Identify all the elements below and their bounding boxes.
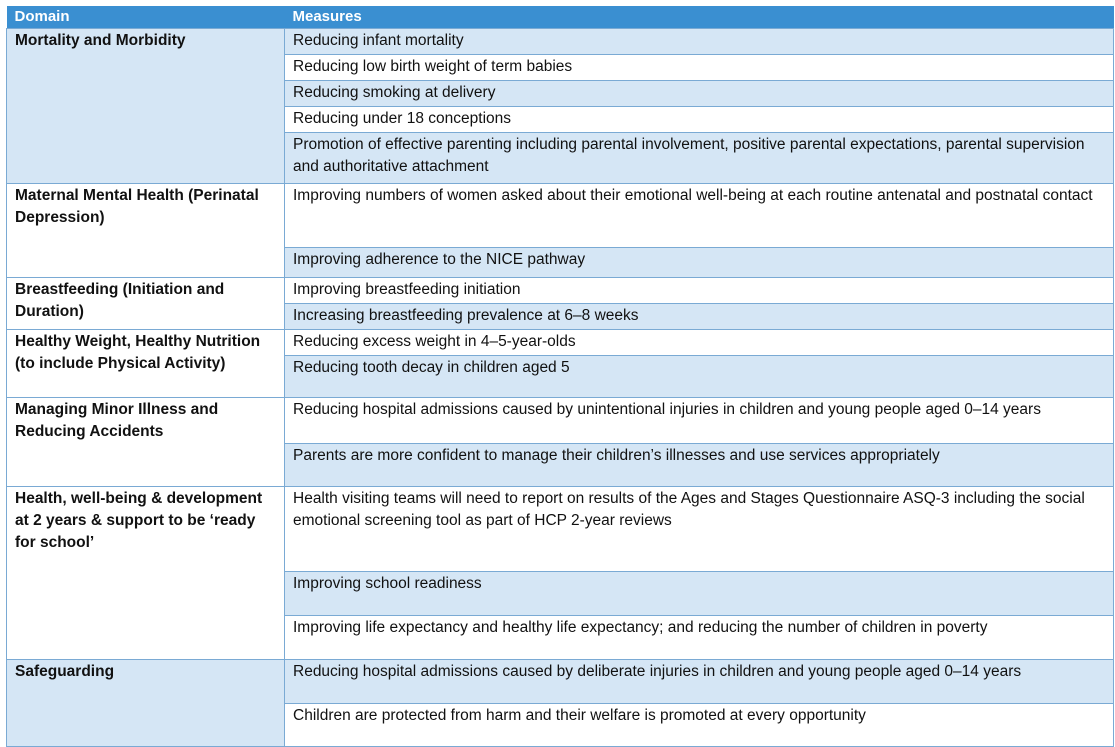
measure-cell: Improving adherence to the NICE pathway xyxy=(285,248,1114,278)
table-row xyxy=(7,330,1114,356)
measure-cell: Reducing infant mortality xyxy=(285,29,1114,55)
measure-cell: Reducing smoking at delivery xyxy=(285,81,1114,107)
measure-cell: Improving breastfeeding initiation xyxy=(285,278,1114,304)
domain-cell: Maternal Mental Health (Perinatal Depression) xyxy=(7,184,285,278)
domain-column-header: Domain xyxy=(7,6,285,29)
measure-cell: Promotion of effective parenting including parental involvement, positive parental expectations, parental supervision and authoritative attachment xyxy=(285,133,1114,184)
measure-cell: Increasing breastfeeding prevalence at 6–8 weeks xyxy=(285,304,1114,330)
measure-cell: Reducing hospital admissions caused by unintentional injuries in children and young people aged 0–14 years xyxy=(285,398,1114,444)
measure-cell: Improving numbers of women asked about their emotional well-being at each routine antenatal and postnatal contact xyxy=(285,184,1114,248)
measure-cell: Health visiting teams will need to report on results of the Ages and Stages Questionnaire ASQ-3 including the social emotional screening tool as part of HCP 2-year reviews xyxy=(285,487,1114,572)
domain-cell: Health, well-being & development at 2 years & support to be ‘ready for school’ xyxy=(7,487,285,660)
domain-cell: Healthy Weight, Healthy Nutrition (to include Physical Activity) xyxy=(7,330,285,398)
measure-cell: Reducing tooth decay in children aged 5 xyxy=(285,356,1114,398)
measures-column-header: Measures xyxy=(285,6,1114,29)
measure-cell: Improving school readiness xyxy=(285,572,1114,616)
measure-cell: Reducing excess weight in 4–5-year-olds xyxy=(285,330,1114,356)
measure-cell: Improving life expectancy and healthy life expectancy; and reducing the number of children in poverty xyxy=(285,616,1114,660)
domain-cell: Managing Minor Illness and Reducing Accidents xyxy=(7,398,285,487)
table-row xyxy=(7,660,1114,704)
domain-cell: Breastfeeding (Initiation and Duration) xyxy=(7,278,285,330)
table-row xyxy=(7,398,1114,444)
measure-cell: Reducing under 18 conceptions xyxy=(285,107,1114,133)
measure-cell: Reducing hospital admissions caused by deliberate injuries in children and young people aged 0–14 years xyxy=(285,660,1114,704)
measures-table xyxy=(6,6,1114,747)
domain-cell: Mortality and Morbidity xyxy=(7,29,285,184)
table-row xyxy=(7,487,1114,572)
table-row xyxy=(7,29,1114,55)
measure-cell: Children are protected from harm and their welfare is promoted at every opportunity xyxy=(285,704,1114,747)
table-row xyxy=(7,184,1114,248)
measure-cell: Reducing low birth weight of term babies xyxy=(285,55,1114,81)
table-row xyxy=(7,278,1114,304)
header-row xyxy=(7,6,1114,29)
measure-cell: Parents are more confident to manage their children’s illnesses and use services appropriately xyxy=(285,444,1114,487)
domain-cell: Safeguarding xyxy=(7,660,285,747)
